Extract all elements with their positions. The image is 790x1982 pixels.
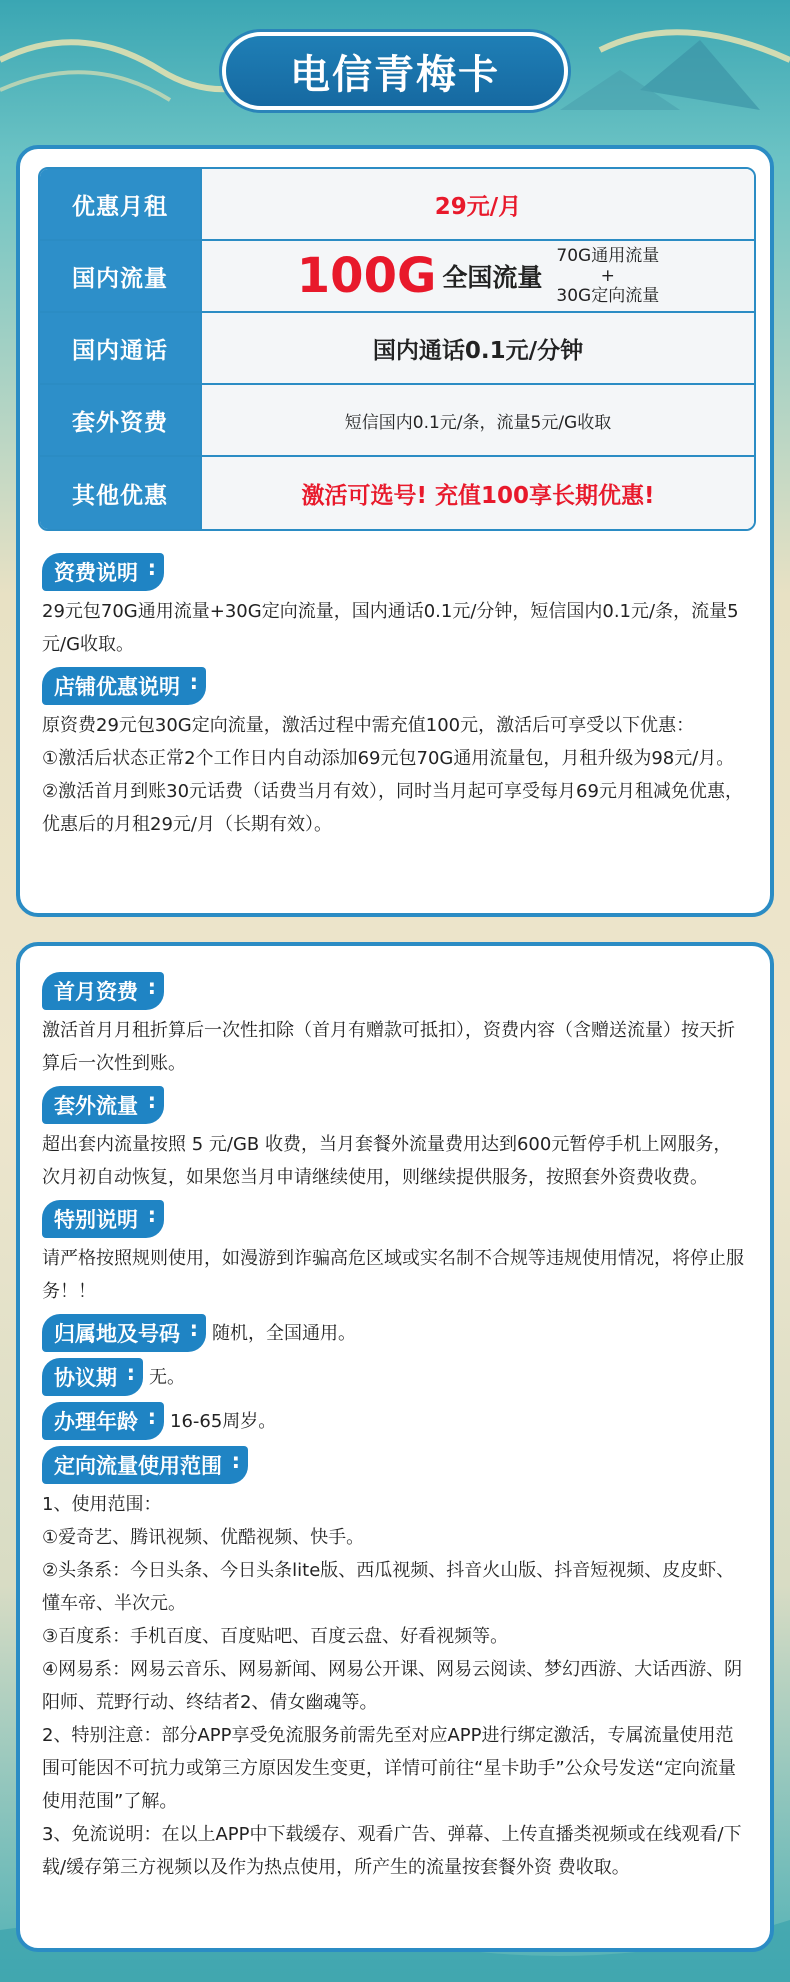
row-label: 国内流量 (40, 241, 202, 311)
age-text: 16-65周岁。 (170, 1410, 277, 1432)
fee-text: 29元包70G通用流量+30G定向流量，国内通话0.1元/分钟，短信国内0.1元/条，流量5元/G收取。 (42, 601, 739, 655)
scope-line: ③百度系：手机百度、百度贴吧、百度云盘、好看视频等。 (42, 1626, 509, 1647)
contract-row (42, 1358, 748, 1396)
flow-plus: + (600, 266, 615, 286)
overage-text: 超出套内流量按照 5 元/GB 收费，当月套餐外流量费用达到600元暂停手机上网服务，次月初自动恢复，如果您当月申请继续使用，则继续提供服务，按照套外资费收费。 (42, 1134, 732, 1188)
card1-content (42, 547, 748, 841)
shop-text-2: ①激活后状态正常2个工作日内自动添加69元包70G通用流量包，月租升级为98元/月。 (42, 748, 735, 769)
scope-line: ②头条系：今日头条、今日头条lite版、西瓜视频、抖音火山版、抖音短视频、皮皮虾、懂车帝、半次元。 (42, 1560, 735, 1614)
row-label: 其他优惠 (40, 457, 202, 529)
table-row (40, 241, 754, 313)
flow-scope: 全国流量 (442, 263, 543, 292)
home-title: 归属地及号码 : (42, 1314, 206, 1352)
plan-summary-card (16, 145, 774, 917)
plan-table (38, 167, 756, 531)
special-title: 特别说明 : (42, 1200, 164, 1238)
overage-title: 套外流量 : (42, 1086, 164, 1124)
row-label: 优惠月租 (40, 169, 202, 239)
fee-title: 资费说明 : (42, 553, 164, 591)
flow-directed: 30G定向流量 (556, 286, 660, 306)
scope-title: 定向流量使用范围 : (42, 1446, 248, 1484)
shop-text-1: 原资费29元包30G定向流量，激活过程中需充值100元，激活后可享受以下优惠： (42, 715, 695, 736)
row-value: 国内通话0.1元/分钟 (202, 313, 754, 383)
scope-line: 2、特别注意：部分APP享受免流服务前需先至对应APP进行绑定激活，专属流量使用范围可能因不可抗力或第三方原因发生变更，详情可前往“星卡助手”公众号发送“定向流量使用范围”了解。 (42, 1725, 736, 1812)
first-month-title: 首月资费 : (42, 972, 164, 1010)
table-row (40, 385, 754, 457)
title-banner (222, 32, 568, 110)
row-label: 国内通话 (40, 313, 202, 383)
age-row (42, 1402, 748, 1440)
scope-line: 3、免流说明：在以上APP中下载缓存、观看广告、弹幕、上传直播类视频或在线观看/下载/缓存第三方视频以及作为热点使用，所产生的流量按套餐外资 费收取。 (42, 1824, 742, 1878)
first-month-text: 激活首月月租折算后一次性扣除（首月有赠款可抵扣），资费内容（含赠送流量）按天折算后一次性到账。 (42, 1020, 735, 1074)
shop-text-3: ②激活首月到账30元话费（话费当月有效），同时当月起可享受每月69元月租减免优惠，优惠后的月租29元/月（长期有效）。 (42, 781, 743, 835)
table-row (40, 313, 754, 385)
row-label: 套外资费 (40, 385, 202, 455)
row-value-flow (202, 241, 754, 311)
details-card (16, 942, 774, 1952)
contract-title: 协议期 : (42, 1358, 143, 1396)
row-value: 短信国内0.1元/条，流量5元/G收取 (202, 385, 754, 455)
flow-breakdown (556, 246, 659, 306)
flow-total: 100G (296, 248, 437, 304)
flow-general: 70G通用流量 (556, 246, 660, 266)
table-row (40, 457, 754, 529)
page-title: 电信青梅卡 (290, 51, 500, 98)
card2-content (42, 966, 748, 1884)
scope-line: ①爱奇艺、腾讯视频、优酷视频、快手。 (42, 1527, 365, 1548)
scope-line: 1、使用范围： (42, 1494, 162, 1515)
shop-title: 店铺优惠说明 : (42, 667, 206, 705)
home-row (42, 1314, 748, 1352)
table-row (40, 169, 754, 241)
age-title: 办理年龄 : (42, 1402, 164, 1440)
scope-line: ④网易系：网易云音乐、网易新闻、网易公开课、网易云阅读、梦幻西游、大话西游、阴阳师、荒野行动、终结者2、倩女幽魂等。 (42, 1659, 743, 1713)
row-value: 激活可选号! 充值100享长期优惠! (202, 457, 754, 529)
row-value: 29元/月 (202, 169, 754, 239)
home-text: 随机，全国通用。 (212, 1322, 356, 1344)
special-text: 请严格按照规则使用，如漫游到诈骗高危区域或实名制不合规等违规使用情况，将停止服务！！ (42, 1248, 744, 1302)
contract-text: 无。 (149, 1366, 185, 1388)
